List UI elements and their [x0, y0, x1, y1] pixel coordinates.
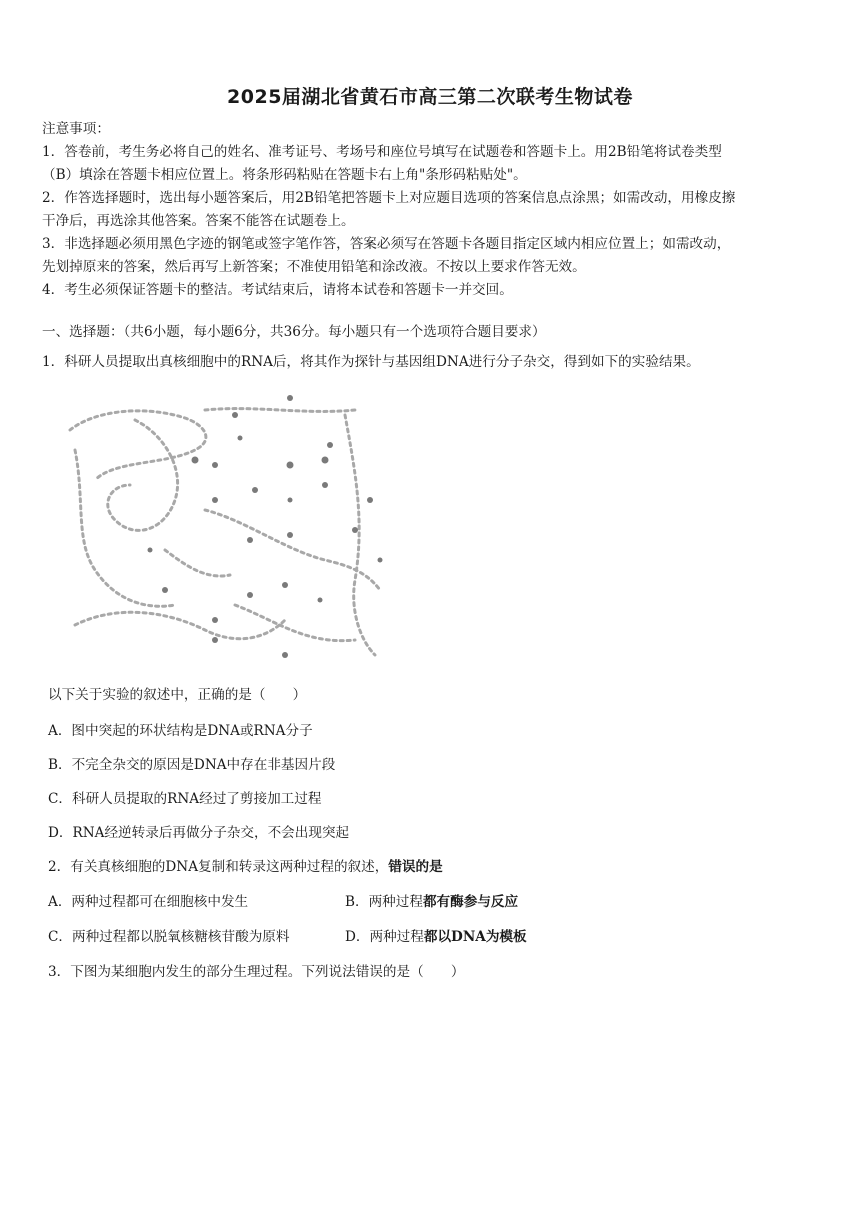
question-3-stem: 3．下图为某细胞内发生的部分生理过程。下列说法错误的是（ ） — [48, 964, 465, 980]
notice-line: 3．非选择题必须用黑色字迹的钢笔或签字笔作答，答案必须写在答题卡各题目指定区域内相应位置上；如需改动， — [42, 236, 731, 252]
notice-block — [42, 118, 822, 302]
notice-line: （B）填涂在答题卡相应位置上。将条形码粘贴在答题卡右上角"条形码粘贴处"。 — [42, 167, 527, 183]
question-2-option-b-emphasis: 都有酶参与反应 — [422, 894, 519, 910]
question-2-stem — [48, 855, 443, 875]
notice-line: 1．答卷前，考生务必将自己的姓名、准考证号、考场号和座位号填写在试题卷和答题卡上。用2B铅笔将试卷类型 — [42, 144, 722, 160]
page-title: 2025届湖北省黄石市高三第二次联考生物试卷 — [227, 86, 633, 108]
question-1-option-d[interactable]: D．RNA经逆转录后再做分子杂交，不会出现突起 — [48, 825, 350, 841]
notice-line: 4．考生必须保证答题卡的整洁。考试结束后，请将本试卷和答题卡一并交回。 — [42, 282, 513, 298]
notice-line: 2．作答选择题时，选出每小题答案后，用2B铅笔把答题卡上对应题目选项的答案信息点涂黑；如需改动，用橡皮擦 — [42, 190, 736, 206]
question-1-stem: 1．科研人员提取出真核细胞中的RNA后，将其作为探针与基因组DNA进行分子杂交，得到如下的实验结果。 — [42, 354, 700, 370]
section-heading: 一、选择题：（共6小题，每小题6分，共36分。每小题只有一个选项符合题目要求） — [42, 324, 546, 340]
question-2-option-a[interactable]: A．两种过程都可在细胞核中发生 — [48, 894, 249, 910]
question-2-option-b[interactable] — [345, 890, 518, 910]
question-2-option-b-text: B．两种过程 — [345, 894, 423, 910]
notice-heading: 注意事项： — [42, 121, 110, 137]
question-2-option-c[interactable]: C．两种过程都以脱氧核糖核苷酸为原料 — [48, 929, 290, 945]
question-1-option-b[interactable]: B．不完全杂交的原因是DNA中存在非基因片段 — [48, 757, 336, 773]
question-2-option-d-emphasis: 都以DNA为模板 — [423, 929, 527, 945]
question-2-option-d[interactable] — [345, 925, 527, 945]
question-1-option-c[interactable]: C．科研人员提取的RNA经过了剪接加工过程 — [48, 791, 322, 807]
notice-line: 先划掉原来的答案，然后再写上新答案；不准使用铅笔和涂改液。不按以上要求作答无效。 — [42, 259, 586, 275]
question-1-prompt: 以下关于实验的叙述中，正确的是（ ） — [48, 687, 307, 703]
question-1-option-a[interactable]: A．图中突起的环状结构是DNA或RNA分子 — [48, 723, 313, 739]
question-2-stem-text: 2．有关真核细胞的DNA复制和转录这两种过程的叙述， — [48, 859, 389, 875]
question-2-stem-emphasis: 错误的是 — [388, 859, 443, 875]
hybridization-micrograph — [55, 390, 395, 670]
notice-line: 干净后，再选涂其他答案。答案不能答在试题卷上。 — [42, 213, 355, 229]
question-2-option-d-text: D．两种过程 — [345, 929, 424, 945]
